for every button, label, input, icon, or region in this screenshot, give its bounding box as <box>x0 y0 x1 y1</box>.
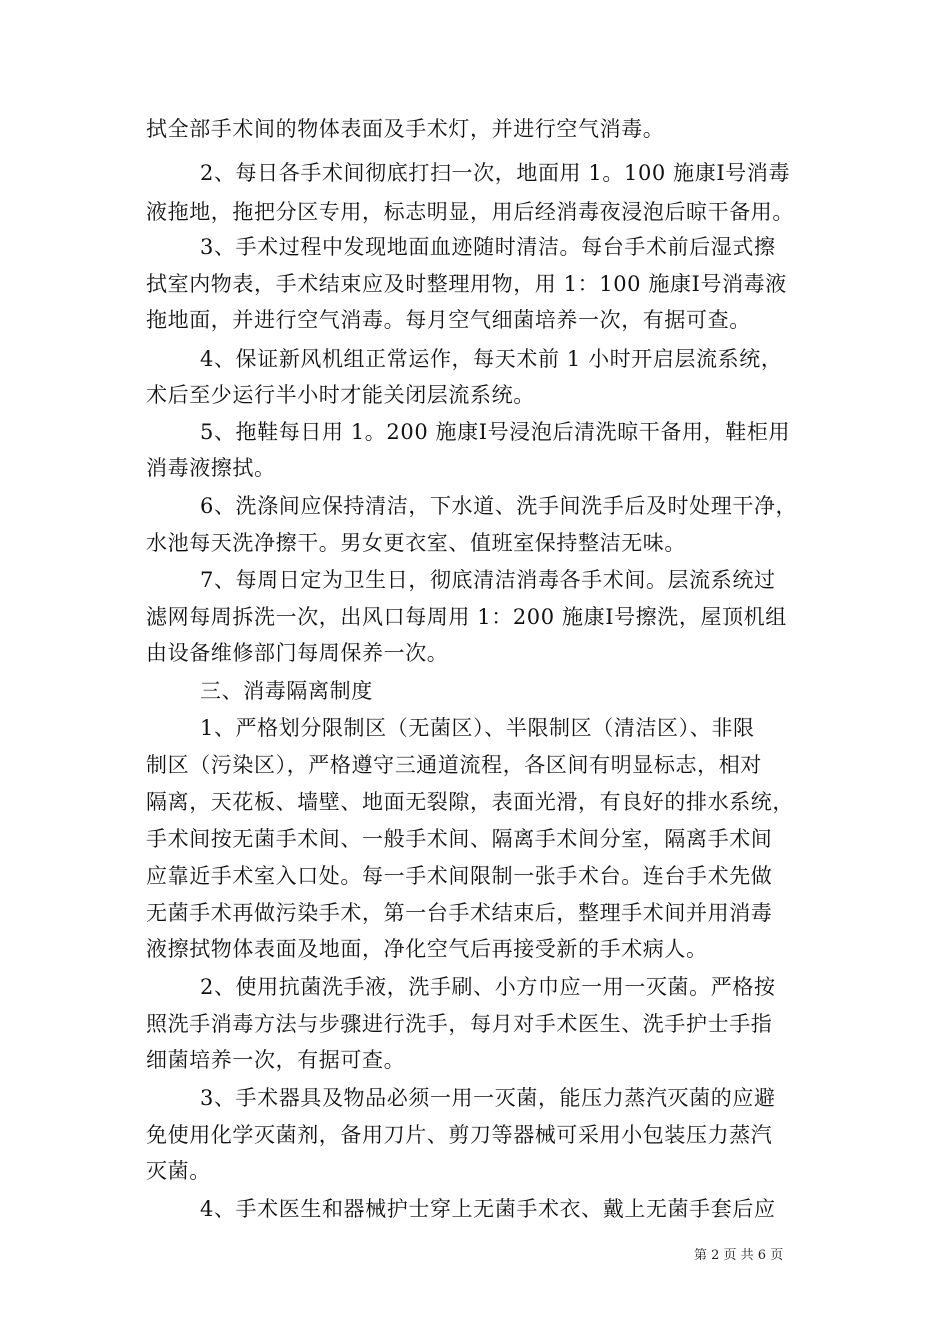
text-line: 由设备维修部门每周保养一次。 <box>146 641 449 665</box>
text-line: 手术间按无菌手术间、一般手术间、隔离手术间分室，隔离手术间 <box>146 827 773 851</box>
text-line: 制区（污染区），严格遵守三通道流程，各区间有明显标志，相对 <box>146 753 762 777</box>
text-line: 拭全部手术间的物体表面及手术灯，并进行空气消毒。 <box>146 117 665 141</box>
text-line: 6、洗涤间应保持清洁，下水道、洗手间洗手后及时处理干净， <box>200 494 798 518</box>
text-line: 7、每周日定为卫生日，彻底清洁消毒各手术间。层流系统过 <box>200 568 776 592</box>
text-line: 灭菌。 <box>146 1159 211 1183</box>
text-line: 2、每日各手术间彻底打扫一次，地面用 1。100 施康Ⅰ号消毒 <box>200 161 791 185</box>
text-line: 术后至少运行半小时才能关闭层流系统。 <box>146 383 535 407</box>
text-line: 4、保证新风机组正常运作，每天术前 1 小时开启层流系统， <box>200 347 783 371</box>
text-line: 照洗手消毒方法与步骤进行洗手，每月对手术医生、洗手护士手指 <box>146 1012 773 1036</box>
page-number: 第 2 页 共 6 页 <box>694 1248 784 1263</box>
text-line: 无菌手术再做污染手术，第一台手术结束后，整理手术间并用消毒 <box>146 901 773 925</box>
text-line: 液拖地，拖把分区专用，标志明显，用后经消毒夜浸泡后晾干备用。 <box>146 200 794 224</box>
text-line: 消毒液擦拭。 <box>146 456 276 480</box>
text-line: 滤网每周拆洗一次，出风口每周用 1：200 施康Ⅰ号擦洗，屋顶机组 <box>146 605 787 629</box>
text-line: 拖地面，并进行空气消毒。每月空气细菌培养一次，有据可查。 <box>146 308 751 332</box>
text-line: 4、手术医生和器械护士穿上无菌手术衣、戴上无菌手套后应 <box>200 1197 776 1221</box>
text-line: 应靠近手术室入口处。每一手术间限制一张手术台。连台手术先做 <box>146 864 773 888</box>
text-line: 水池每天洗净擦干。男女更衣室、值班室保持整洁无味。 <box>146 531 686 555</box>
text-line: 免使用化学灭菌剂，备用刀片、剪刀等器械可采用小包装压力蒸汽 <box>146 1123 773 1147</box>
text-line: 液擦拭物体表面及地面，净化空气后再接受新的手术病人。 <box>146 937 708 961</box>
text-line: 2、使用抗菌洗手液，洗手刷、小方巾应一用一灭菌。严格按 <box>200 975 776 999</box>
text-line: 细菌培养一次，有据可查。 <box>146 1048 406 1072</box>
section-heading: 三、消毒隔离制度 <box>200 679 373 703</box>
text-line: 5、拖鞋每日用 1。200 施康Ⅰ号浸泡后清洗晾干备用，鞋柜用 <box>200 420 791 444</box>
text-line: 1、严格划分限制区（无菌区）、半限制区（清洁区）、非限 <box>200 716 755 740</box>
text-line: 3、手术器具及物品必须一用一灭菌，能压力蒸汽灭菌的应避 <box>200 1086 776 1110</box>
text-line: 隔离，天花板、墙壁、地面无裂隙，表面光滑，有良好的排水系统， <box>146 790 794 814</box>
text-line: 拭室内物表，手术结束应及时整理用物，用 1：100 施康Ⅰ号消毒液 <box>146 272 787 296</box>
text-line: 3、手术过程中发现地面血迹随时清洁。每台手术前后湿式擦 <box>200 235 776 259</box>
